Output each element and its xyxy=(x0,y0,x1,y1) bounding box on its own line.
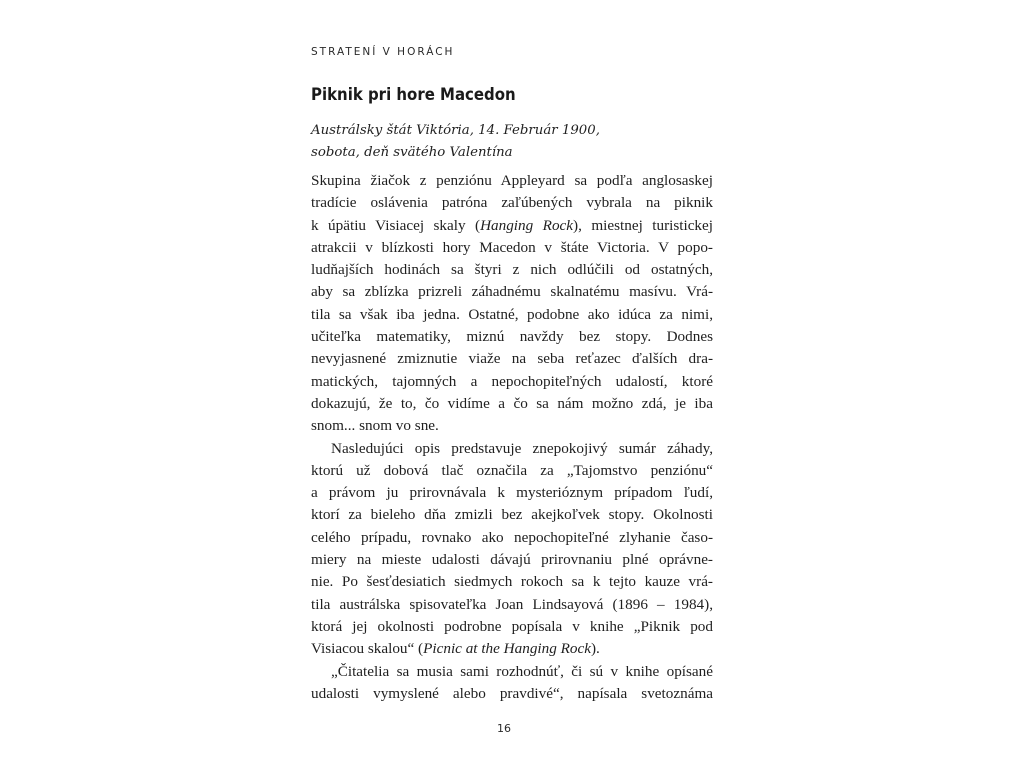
text-line: celého prípadu, rovnako ako nepochopiteľné zlyhanie časo- xyxy=(311,528,713,546)
dateline-line: Austrálsky štát Viktória, 14. Február 1900, xyxy=(311,123,600,138)
page-number: 16 xyxy=(497,722,511,735)
text-line: Visiacou skalou“ (Picnic at the Hanging Rock). xyxy=(311,640,600,658)
text-line: učiteľka matematiky, miznú navždy bez stopy. Dodnes xyxy=(311,328,713,346)
chapter-title: Piknik pri hore Macedon xyxy=(311,85,516,105)
text-line: ktorí za bieleho dňa zmizli bez akejkoľvek stopy. Okolnosti xyxy=(311,506,713,524)
running-head: STRATENÍ V HORÁCH xyxy=(311,46,455,58)
text-line: snom... snom vo sne. xyxy=(311,417,439,435)
text-line: ktorú už dobová tlač označila za „Tajomstvo penziónu“ xyxy=(311,461,713,479)
dateline xyxy=(311,120,600,164)
text-line: nevyjasnené zmiznutie viaže na seba reťazec ďalších dra- xyxy=(311,350,713,368)
text-line: „Čitatelia sa musia sami rozhodnúť, či sú v knihe opísané xyxy=(331,662,713,680)
text-line: tradície oslávenia patróna zaľúbených vybrala na piknik xyxy=(311,194,713,212)
text-line: ludňajších hodinách sa štyri z nich odlúčili od ostatných, xyxy=(311,261,713,279)
text-line: Skupina žiačok z penziónu Appleyard sa podľa anglosaskej xyxy=(311,172,713,189)
text-line: matických, tajomných a nepochopiteľných udalostí, ktoré xyxy=(311,372,713,390)
dateline-line: sobota, deň svätého Valentína xyxy=(311,145,513,160)
text-line: ktorá jej okolnosti podrobne popísala v knihe „Piknik pod xyxy=(311,617,713,635)
text-line: tila austrálska spisovateľka Joan Lindsayová (1896 – 1984), xyxy=(311,595,713,613)
text-line: udalosti vymyslené alebo pravdivé“, napísala svetoznáma xyxy=(311,684,713,702)
body-text xyxy=(311,170,713,705)
text-line: Nasledujúci opis predstavuje znepokojivý sumár záhady, xyxy=(331,439,713,457)
text-line: dokazujú, že to, čo vidíme a čo sa nám možno zdá, je iba xyxy=(311,394,713,412)
text-line: nie. Po šesťdesiatich siedmych rokoch sa k tejto kauze vrá- xyxy=(311,573,713,591)
text-line: aby sa zblízka prizreli záhadnému skalnatému masívu. Vrá- xyxy=(311,283,713,301)
text-line: a právom ju prirovnávala k mysterióznym prípadom ľudí, xyxy=(311,484,713,502)
text-line: miery na mieste udalosti dávajú prirovnaniu plné oprávne- xyxy=(311,551,713,569)
text-line: k úpätiu Visiacej skaly (Hanging Rock), miestnej turistickej xyxy=(311,216,713,234)
text-line: atrakcii v blízkosti hory Macedon v štáte Victoria. V popo- xyxy=(311,238,713,256)
text-line: tila sa však iba jedna. Ostatné, podobne ako idúca za nimi, xyxy=(311,305,713,323)
